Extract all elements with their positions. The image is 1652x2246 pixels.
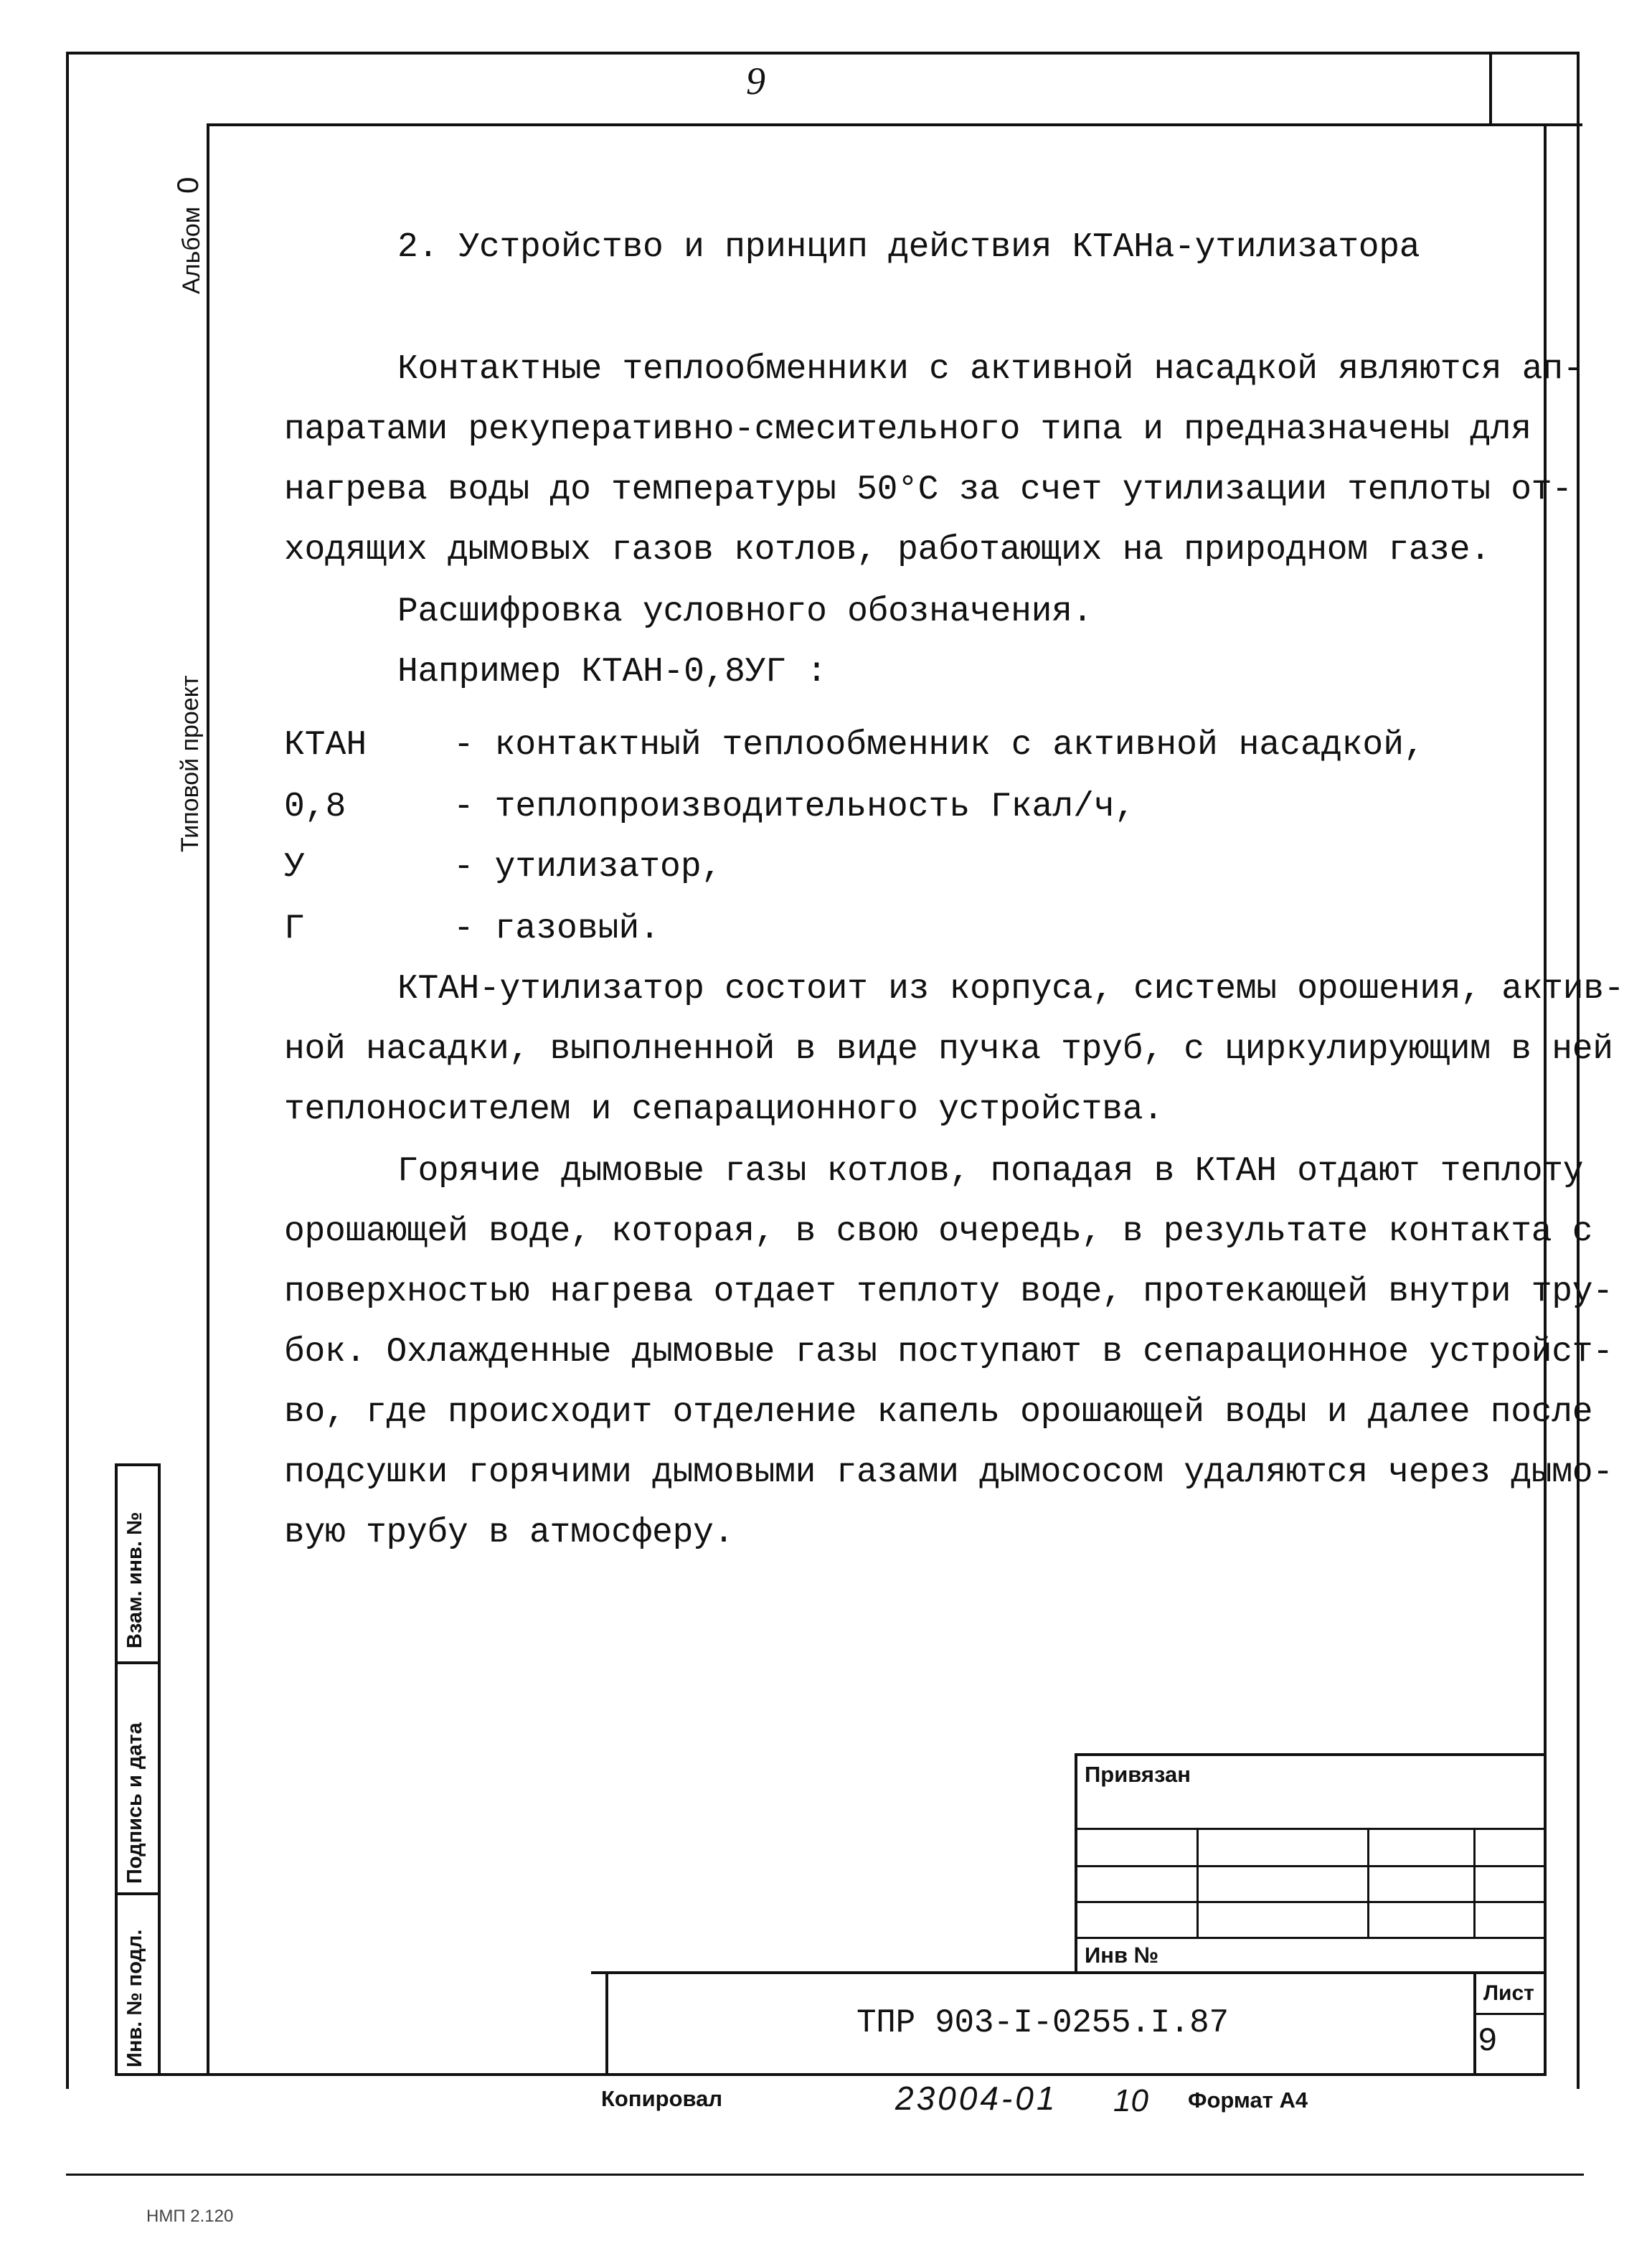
legend-row (284, 848, 722, 887)
text-line: теплоносителем и сепарационного устройства. (284, 1090, 1164, 1129)
text-line: бок. Охлажденные дымовые газы поступают в сепарационное устройст- (284, 1333, 1613, 1372)
legend-desc: - контактный теплообменник с активной насадкой, (453, 726, 1425, 765)
text-line: нагрева воды до температуры 50°С за счет утилизации теплоты от- (284, 471, 1572, 509)
text-line: паратами рекуперативно-смесительного типа и предназначены для (284, 410, 1531, 449)
legend-term: У (284, 848, 305, 887)
format-label: Формат А4 (1188, 2087, 1308, 2113)
text-line: Контактные теплообменники с активной насадкой являются ап- (397, 350, 1584, 389)
text-line: орошающей воде, которая, в свою очередь, в результате контакта с (284, 1212, 1593, 1251)
text-line: ной насадки, выполненной в виде пучка труб, с циркулирующим в ней (284, 1030, 1613, 1069)
text-line: ходящих дымовых газов котлов, работающих на природном газе. (284, 531, 1491, 570)
album-number: 0 (171, 176, 204, 194)
legend-term: КТАН (284, 726, 367, 765)
text-line: поверхностью нагрева отдает теплоту воде, протекающей внутри тру- (284, 1273, 1613, 1311)
inv-no-label: Инв № (1085, 1943, 1159, 1968)
section-heading: 2. Устройство и принцип действия КТАНа-утилизатора (397, 228, 1420, 267)
order-sub: 10 (1113, 2083, 1148, 2118)
album-label: Альбом (178, 207, 205, 294)
legend-row (284, 788, 1136, 826)
text-line: вую трубу в атмосферу. (284, 1514, 735, 1552)
legend-row (284, 726, 1425, 765)
legend-row (284, 910, 660, 948)
stamp-inv-label: Инв. № подл. (123, 1929, 146, 2067)
print-mark: НМП 2.120 (146, 2207, 234, 2226)
example-line: Например КТАН-0,8УГ : (397, 653, 827, 692)
kopiroval-label: Копировал (601, 2086, 723, 2111)
stamp-podpis-label: Подпись и дата (123, 1722, 146, 1884)
text-line: подсушки горячими дымовыми газами дымососом удаляются через дымо- (284, 1453, 1613, 1492)
order-number: 23004-01 (895, 2080, 1058, 2117)
legend-term: Г (284, 910, 305, 948)
page-number-top: 9 (746, 60, 765, 103)
stamp-vzam-label: Взам. инв. № (123, 1511, 146, 1648)
legend-desc: - утилизатор, (453, 848, 722, 887)
text-line: во, где происходит отделение капель орошающей воды и далее после (284, 1393, 1593, 1432)
legend-desc: - газовый. (453, 910, 661, 948)
text-line: КТАН-утилизатор состоит из корпуса, системы орошения, актив- (397, 970, 1625, 1009)
list-number: 9 (1478, 2023, 1498, 2060)
document-code: ТПР 903-I-0255.I.87 (856, 2004, 1229, 2042)
project-type-label: Типовой проект (176, 675, 204, 852)
decode-title: Расшифровка условного обозначения. (397, 593, 1093, 631)
legend-term: 0,8 (284, 788, 346, 826)
text-line: Горячие дымовые газы котлов, попадая в КТАН отдают теплоту (397, 1152, 1584, 1191)
legend-desc: - теплопроизводительность Гкал/ч, (453, 788, 1136, 826)
privyazan-label: Привязан (1085, 1762, 1191, 1787)
list-label: Лист (1483, 1981, 1534, 2005)
